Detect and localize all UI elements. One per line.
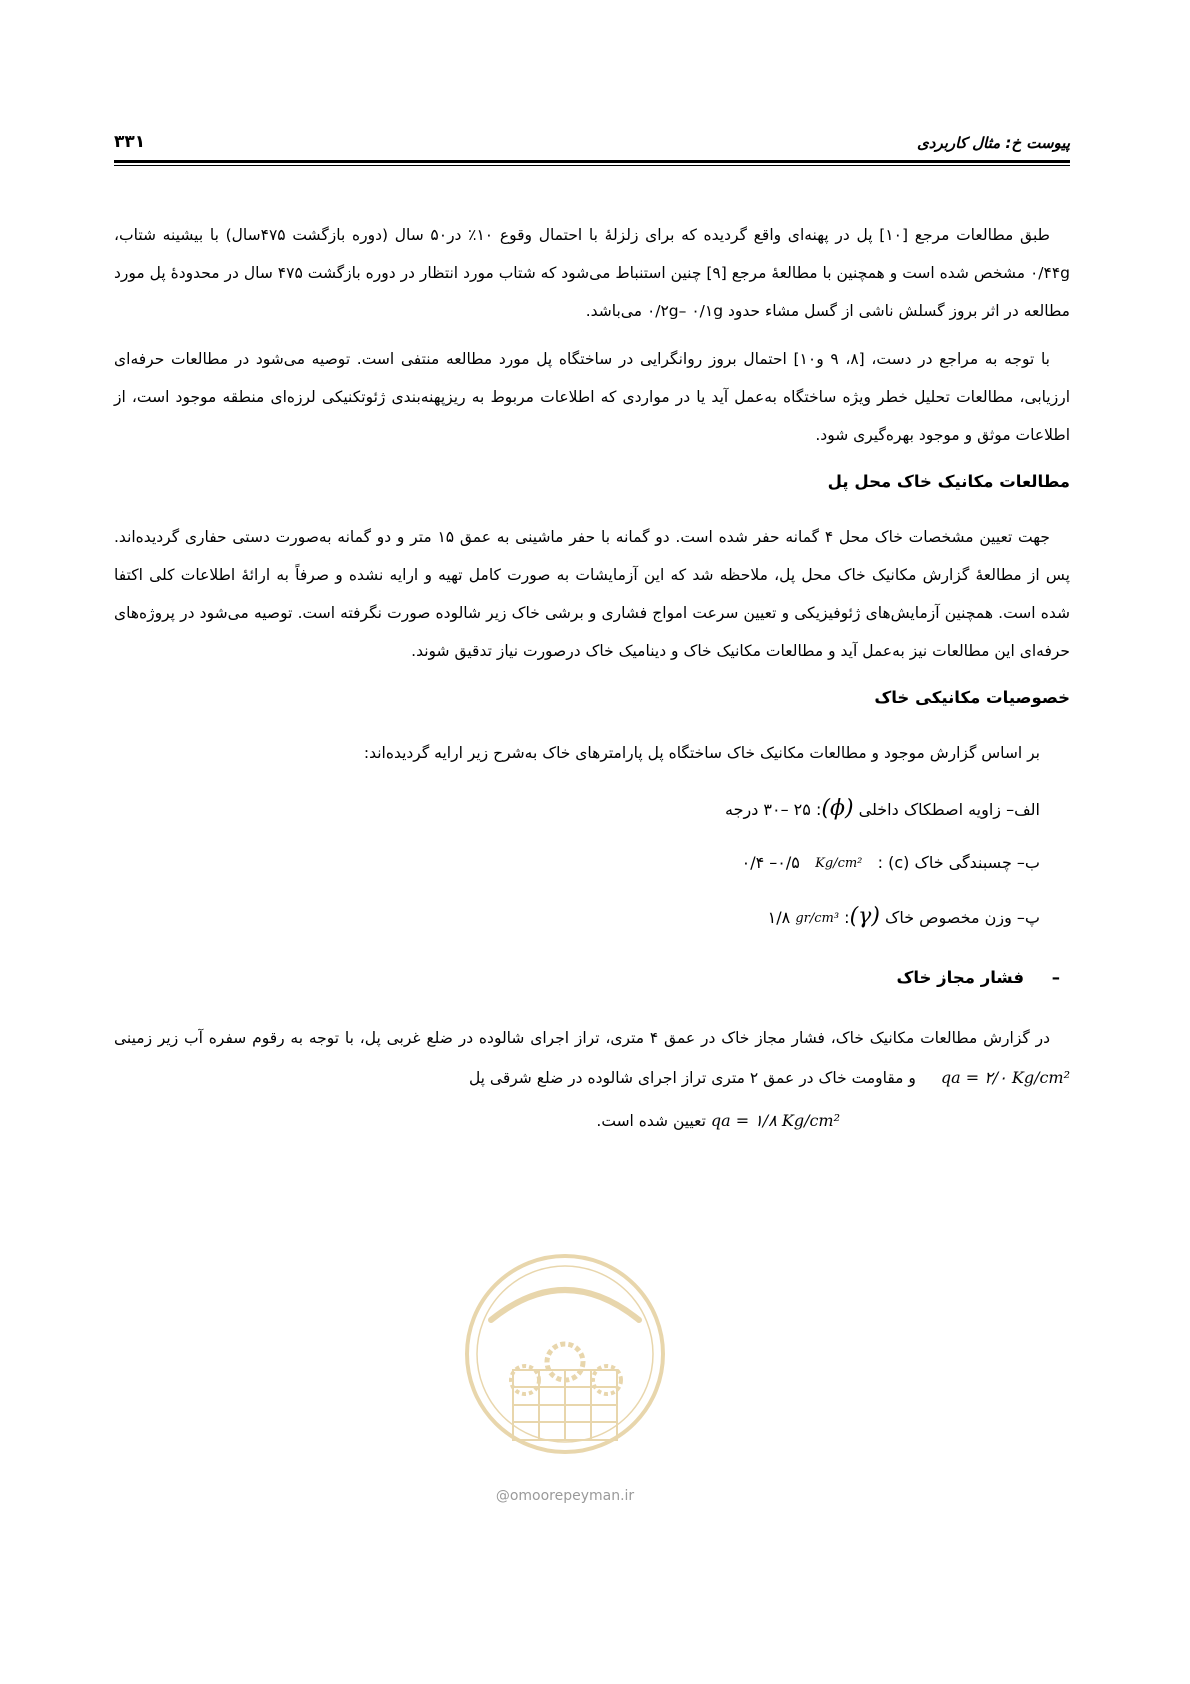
param-friction-label: الف– زاویه اصطکاک داخلی [858,800,1040,819]
allowable-pressure-text-1: در گزارش مطالعات مکانیک خاک، فشار مجاز خاک در عمق ۴ متری، تراز اجرای شالوده در ضلع غربی پل، با توجه به رقوم سفره آب زیر زمینی [114,1029,1050,1047]
page-number: ۳۳۱ [114,132,146,152]
section-heading-soil-mechanics: مطالعات مکانیک خاک محل پل [827,472,1070,491]
subsection-title: فشار مجاز خاک [896,968,1024,987]
allowable-pressure-text-3: تعیین شده است. [596,1112,706,1130]
param-cohesion [114,836,1040,890]
unit-weight-unit-numerator: gr [795,910,810,926]
header-rule-thin [114,165,1070,166]
body-content [114,216,1070,1144]
param-unit-weight: پ– وزن مخصوص خاک (γ): gr/cm³ ۱/۸ [114,890,1040,944]
paragraph-seismic-hazard: طبق مطالعات مرجع [۱۰] پل در پهنه‌ای واقع گردیده که برای زلزلهٔ با احتمال وقوع ۱۰٪ در۵۰ سال (دوره بازگشت ۴۷۵سال) با بیشینه شتاب، ۰/۴۴g مشخص شده است و همچنین با مطالعهٔ مرجع [۹] چنین استنباط می‌شود که شتاب مورد انتظار در دوره بازگشت ۴۷۵ سال در محدودهٔ پل مورد مطالعه در اثر بروز گسلش ناشی از گسل مشاء حدود ۰/۲g– ۰/۱g می‌باشد. [114,226,1070,320]
paragraph-boreholes: جهت تعیین مشخصات خاک محل ۴ گمانه حفر شده است. دو گمانه با حفر ماشینی به عمق ۱۵ متر و دو گمانه به‌صورت دستی حفاری گردیده‌اند. پس از مطالعهٔ گزارش مکانیک خاک محل پل، ملاحظه شد که این آزمایشات به صورت کامل تهیه و ارایه نشده و صرفاً به ارائهٔ اطلاعات کلی اکتفا شده است. همچنین آزمایش‌های ژئوفیزیکی و تعیین سرعت امواج فشاری و برشی خاک زیر شالوده صورت نگرفته است. توصیه می‌شود در پروژه‌های حرفه‌ای این مطالعات نیز به‌عمل آید و مطالعات مکانیک خاک و دینامیک خاک درصورت نیاز تدقیق شوند. [114,528,1070,660]
gamma-symbol: (γ) [849,904,880,929]
unit-weight-unit-denominator: cm³ [814,910,840,926]
subsection-dash: – [1051,968,1060,987]
paragraph-params-intro: بر اساس گزارش موجود و مطالعات مکانیک خاک ساختگاه پل پارامترهای خاک به‌شرح زیر ارایه گردیده‌اند: [363,744,1040,762]
cohesion-unit-denominator: cm² [837,855,863,871]
header-title: پیوست خ: مثال کاربردی [917,134,1070,152]
param-cohesion-label: ب– چسبندگی خاک (c) : [877,853,1040,872]
phi-symbol: (ϕ) [821,796,854,821]
param-friction-value: ۳۰– ۲۵ درجه [725,800,811,819]
soil-parameters-list [114,782,1070,944]
cohesion-unit-numerator: Kg [815,855,834,871]
param-friction-angle: الف– زاویه اصطکاک داخلی (ϕ): ۳۰– ۲۵ درجه [725,796,1040,821]
allowable-pressure-last-line [114,1098,1070,1144]
watermark-url: @omoorepeyman.ir [495,1488,635,1504]
param-unit-weight-label: پ– وزن مخصوص خاک [885,908,1040,927]
paragraph-liquefaction: با توجه به مراجع در دست، [۸، ۹ و۱۰] احتمال بروز روانگرایی در ساختگاه پل مورد مطالعه منتفی است. توصیه می‌شود در مطالعات حرفه‌ای ارزیابی، مطالعات تحلیل خطر ویژه ساختگاه به‌عمل آید یا در مواردی که اطلاعات مربوط به ریزپهنه‌بندی ژئوتکنیکی لرزه‌ای منطقه موجود است، از اطلاعات موثق و موجود بهره‌گیری شود. [114,350,1070,444]
qa-east-formula: qa = ۱/۸ Kg/cm² [710,1111,840,1130]
param-cohesion-value: ۰/۴ –۰/۵ [741,853,800,872]
param-unit-weight-value: ۱/۸ [767,908,791,927]
page-header [114,126,1070,162]
qa-west-formula: qa = ۲/۰ Kg/cm² [940,1068,1070,1087]
paragraph-allowable-pressure [114,1018,1070,1098]
allowable-pressure-text-2: و مقاومت خاک در عمق ۲ متری تراز اجرای شالوده در ضلع شرقی پل [468,1069,916,1087]
unit-weight-unit: gr/cm³ [795,910,840,926]
cohesion-unit: Kg/cm² [815,855,863,871]
section-heading-soil-properties: خصوصیات مکانیکی خاک [874,688,1070,707]
subsection-heading-allowable-pressure [114,958,1070,998]
header-rule-thick [114,160,1070,163]
watermark-logo-icon [461,1250,669,1480]
